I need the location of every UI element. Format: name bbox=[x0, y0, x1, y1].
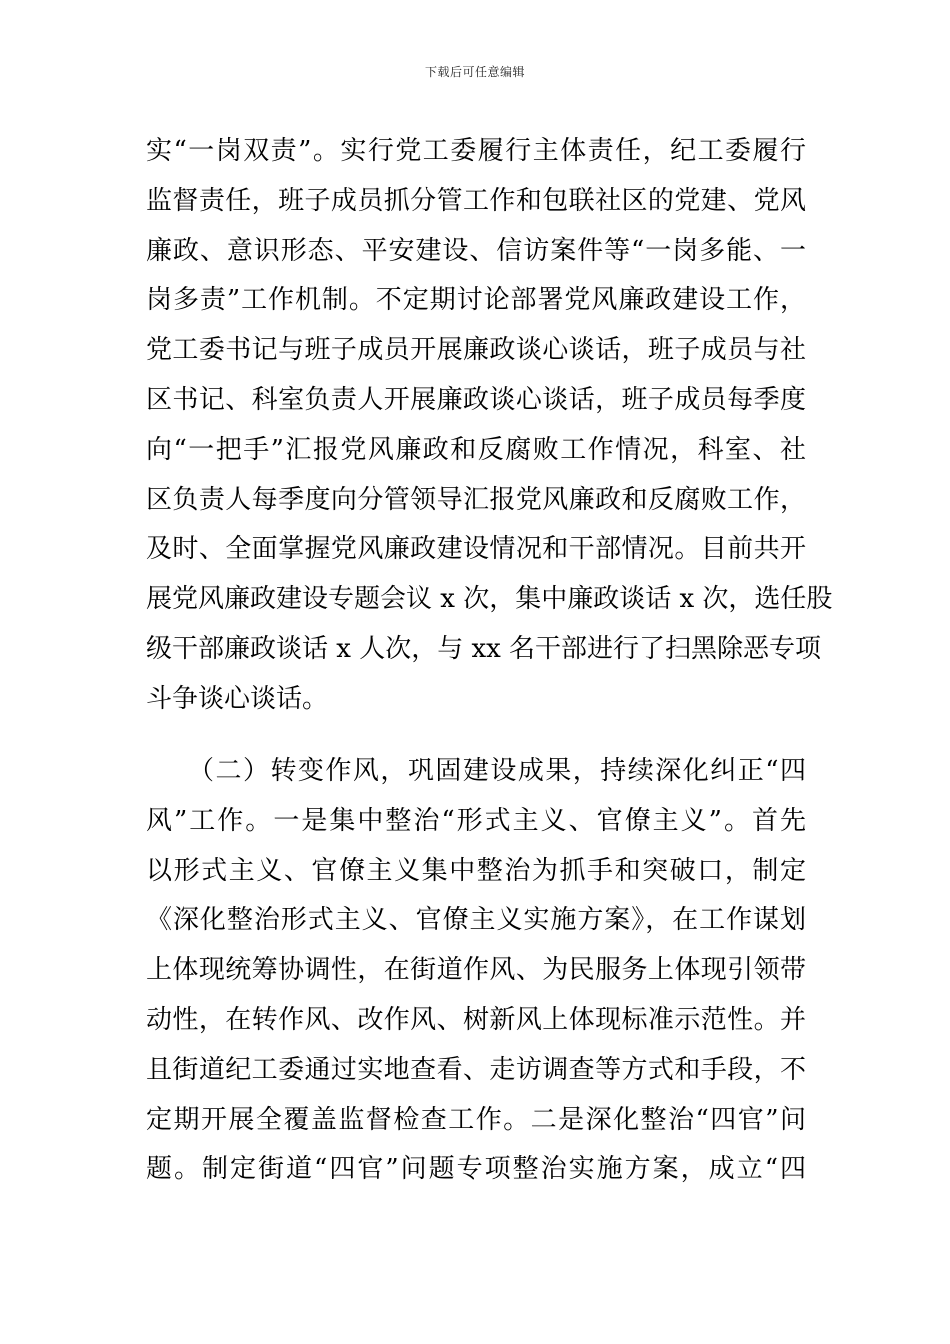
text-line: 动性，在转作风、改作风、树新风上体现标准示范性。并 bbox=[146, 1004, 806, 1035]
text-line: 党工委书记与班子成员开展廉政谈心谈话，班子成员与社 bbox=[146, 335, 806, 366]
text-line: 上体现统筹协调性，在街道作风、为民服务上体现引领带 bbox=[146, 955, 806, 986]
paragraph bbox=[146, 127, 833, 725]
text-line: 题。制定街道“四官”问题专项整治实施方案，成立“四 bbox=[146, 1154, 806, 1185]
text-line: 监督责任，班子成员抓分管工作和包联社区的党建、党风 bbox=[146, 185, 806, 216]
text-line: 实“一岗双责”。实行党工委履行主体责任，纪工委履行 bbox=[146, 136, 806, 166]
text-line: 以形式主义、官僚主义集中整治为抓手和突破口，制定 bbox=[146, 855, 806, 886]
text-line: 向“一把手”汇报党风廉政和反腐败工作情况，科室、社 bbox=[146, 434, 806, 465]
text-line: 及时、全面掌握党风廉政建设情况和干部情况。目前共开 bbox=[146, 534, 806, 565]
text-line: 斗争谈心谈话。 bbox=[146, 683, 329, 714]
text-line: 《深化整治形式主义、官僚主义实施方案》，在工作谋划 bbox=[146, 905, 806, 936]
text-line: 展党风廉政建设专题会议 x 次，集中廉政谈话 x 次，选任股 bbox=[146, 584, 833, 615]
text-line: 定期开展全覆盖监督检查工作。二是深化整治“四官”问 bbox=[146, 1104, 806, 1135]
text-line: 风”工作。一是集中整治“形式主义、官僚主义”。首先 bbox=[146, 805, 806, 836]
text-line: 区负责人每季度向分管领导汇报党风廉政和反腐败工作， bbox=[146, 484, 806, 515]
paragraph bbox=[146, 747, 806, 1195]
text-line: （二）转变作风，巩固建设成果，持续深化纠正“四 bbox=[146, 756, 806, 786]
text-line: 级干部廉政谈话 x 人次，与 xx 名干部进行了扫黑除恶专项 bbox=[146, 633, 822, 664]
text-line: 且街道纪工委通过实地查看、走访调查等方式和手段，不 bbox=[146, 1054, 806, 1085]
text-line: 区书记、科室负责人开展廉政谈心谈话，班子成员每季度 bbox=[146, 384, 806, 415]
text-line: 岗多责”工作机制。不定期讨论部署党风廉政建设工作， bbox=[146, 285, 806, 316]
header-note: 下载后可任意编辑 bbox=[424, 65, 525, 79]
text-line: 廉政、意识形态、平安建设、信访案件等“一岗多能、一 bbox=[146, 235, 806, 266]
